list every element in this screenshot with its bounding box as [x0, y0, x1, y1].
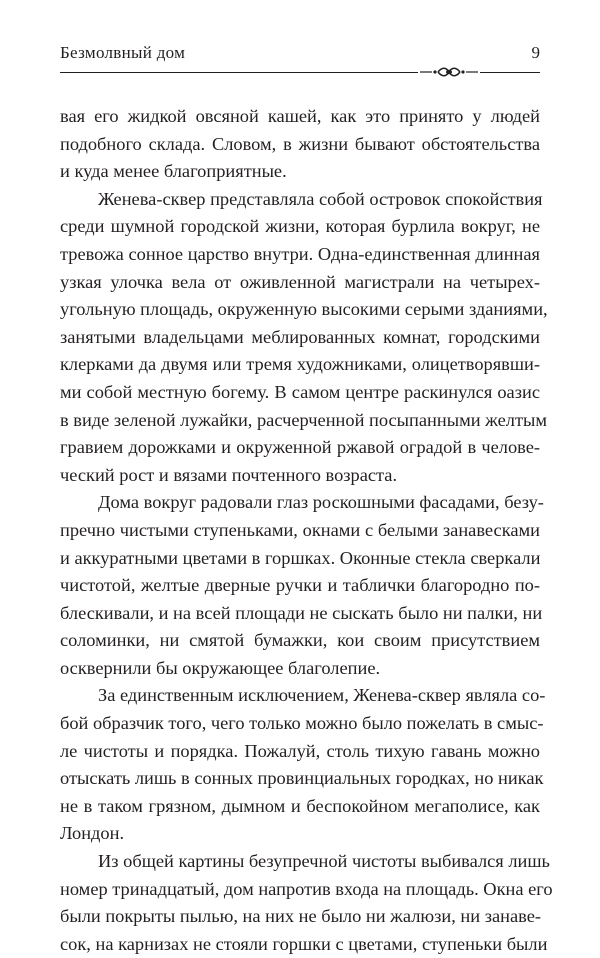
text-line: занятыми владельцами меблированных комнат, городскими	[60, 326, 540, 347]
text-line: номер тринадцатый, дом напротив входа на площадь. Окна его	[60, 878, 553, 899]
text-line: угольную площадь, окруженную высокими серыми зданиями,	[60, 299, 548, 320]
book-title: Безмолвный дом	[60, 43, 186, 62]
paragraph-4	[60, 682, 546, 848]
text-line: отыскать лишь в сонных провинциальных городках, но никак	[60, 768, 544, 789]
text-line: За единственным исключением, Женева-сквер являла со-	[98, 685, 546, 706]
text-line: и аккуратными цветами в горшках. Оконные стекла сверкали	[60, 547, 541, 568]
text-line: Женева-сквер представляла собой островок спокойствия	[98, 188, 543, 209]
text-line: клерками да двумя или тремя художниками, олицетворявши-	[60, 354, 540, 375]
text-line: Из общей картины безупречной чистоты выбивался лишь	[98, 851, 550, 872]
text-line: среди шумной городской жизни, которая бурлила вокруг, не	[60, 216, 540, 237]
text-line: и куда менее благоприятные.	[60, 161, 287, 182]
page-number: 9	[531, 43, 540, 62]
text-line: осквернили бы окружающее благолепие.	[60, 657, 381, 678]
text-line: сок, на карнизах не стояли горшки с цветами, ступеньки были	[60, 933, 548, 954]
text-line: блескивали, и на всей площади не сыскать было ни палки, ни	[60, 602, 543, 623]
text-line: в виде зеленой лужайки, расчерченной посыпанными желтым	[60, 409, 547, 430]
text-line: узкая улочка вела от оживленной магистрали на четырех-	[60, 271, 540, 292]
text-line: пречно чистыми ступеньками, окнами с белыми занавесками	[60, 519, 540, 540]
text-line: тревожа сонное царство внутри. Одна-единственная длинная	[60, 243, 540, 264]
text-line: вая его жидкой овсяной кашей, как это принято у людей	[60, 106, 540, 126]
paragraph-1	[60, 103, 540, 186]
paragraph-3	[60, 489, 544, 682]
text-line: ческий рост и вязами почтенного возраста.	[60, 464, 398, 485]
text-line: бой образчик того, чего только можно было пожелать в смыс-	[60, 713, 544, 734]
text-line: Лондон.	[60, 823, 125, 844]
text-line: гравием дорожками и окруженной ржавой оградой в челове-	[60, 437, 540, 458]
header-ornament-icon	[418, 64, 480, 80]
text-line: соломинки, ни смятой бумажки, кои своим присутствием	[60, 630, 540, 651]
text-line: чистотой, желтые дверные ручки и таблички благородно по-	[60, 575, 540, 596]
body-text	[60, 103, 553, 958]
paragraph-5	[60, 848, 553, 958]
text-line: Дома вокруг радовали глаз роскошными фасадами, безу-	[98, 492, 544, 513]
text-line: ми собой местную богему. В самом центре раскинулся оазис	[60, 381, 540, 402]
text-line: были покрыты пылью, на них не было ни жалюзи, ни занаве-	[60, 906, 542, 927]
text-line: не в таком грязном, дымном и беспокойном мегаполисе, как	[60, 795, 540, 816]
paragraph-2	[60, 186, 548, 490]
text-line: подобного склада. Словом, в жизни бывают обстоятельства	[60, 133, 540, 154]
text-line: ле чистоты и порядка. Пожалуй, столь тихую гавань можно	[60, 740, 540, 761]
